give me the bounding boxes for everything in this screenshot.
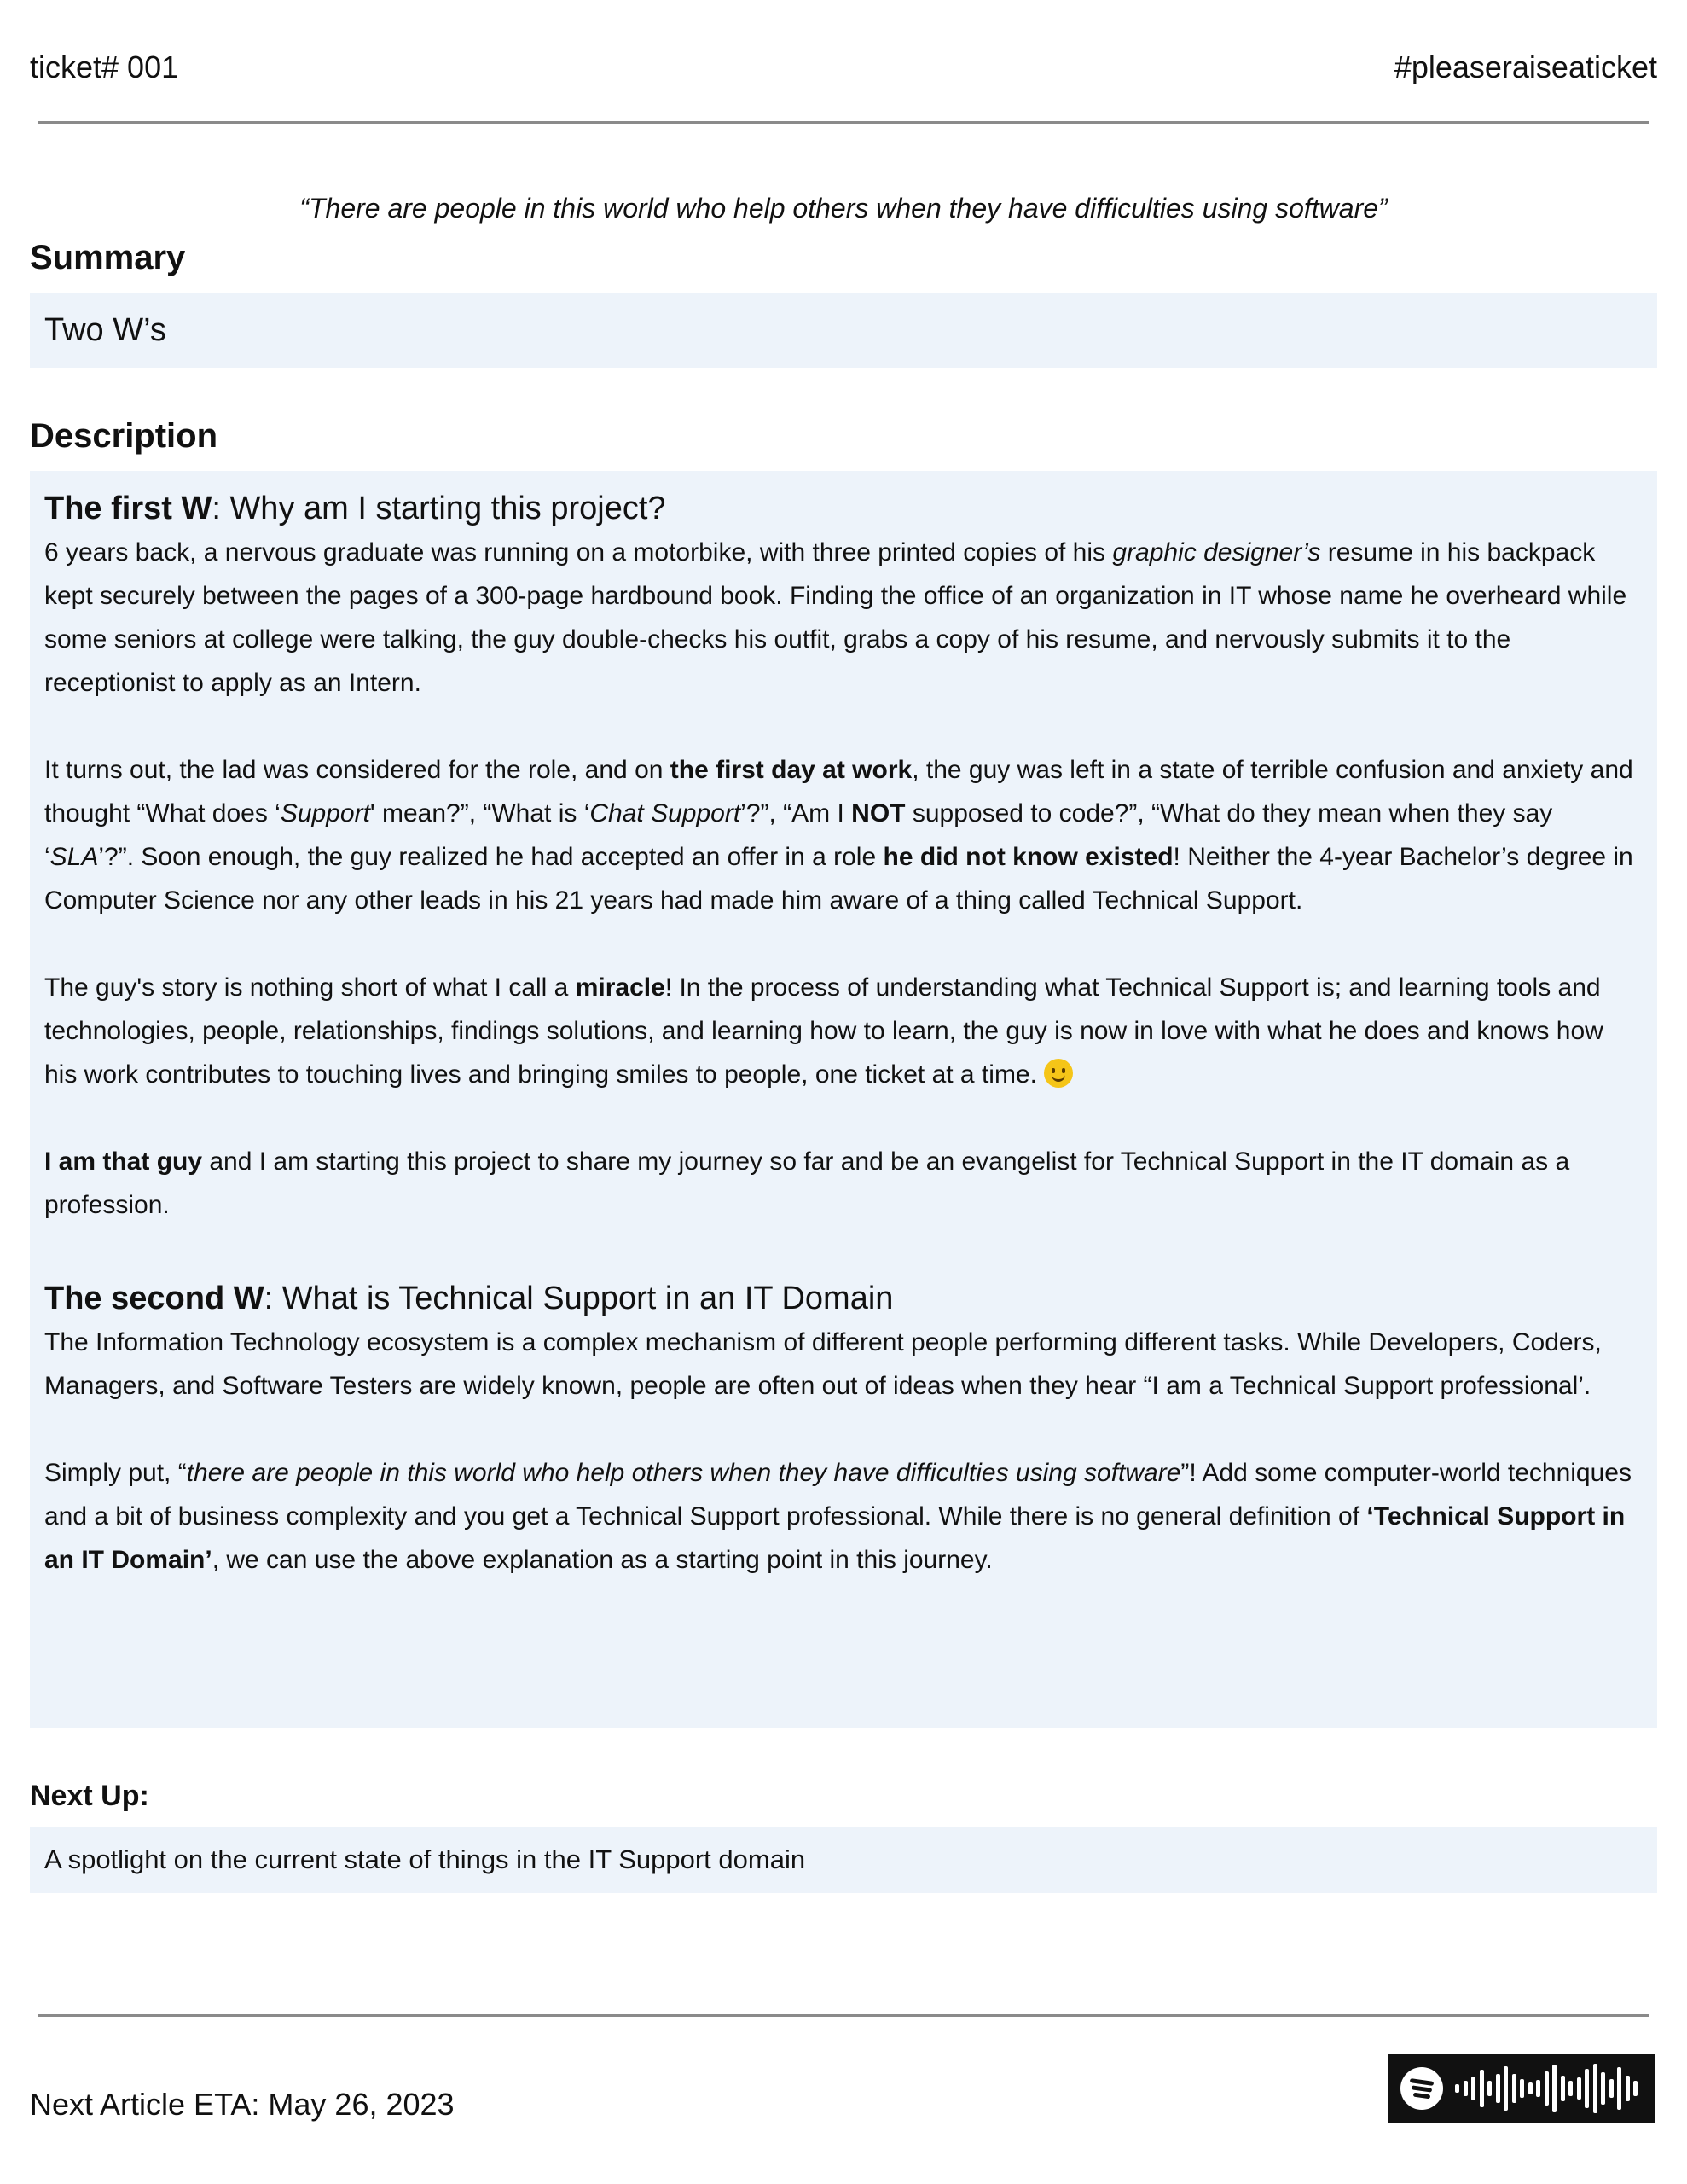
spotify-code-bar	[1561, 2076, 1565, 2101]
header-divider	[38, 121, 1649, 124]
hashtag: #pleaseraiseaticket	[1394, 49, 1657, 84]
spotify-code-bar	[1552, 2065, 1557, 2112]
spotify-code-bar	[1617, 2067, 1621, 2110]
ticket-number: ticket# 001	[30, 49, 179, 84]
summary-heading: Summary	[30, 239, 186, 276]
next-article-eta: Next Article ETA: May 26, 2023	[30, 2087, 455, 2122]
spotify-code-bar	[1455, 2084, 1459, 2093]
spotify-code-bar	[1480, 2070, 1484, 2107]
spotify-code-bar	[1568, 2081, 1573, 2096]
next-up-box	[30, 1827, 1657, 1893]
summary-box	[30, 293, 1657, 368]
description-box	[30, 471, 1657, 1728]
first-w-paragraph-1: 6 years back, a nervous graduate was running on a motorbike, with three printed copies of his graphic designer’s resume in his backpack kept securely between the pages of a 300-page hardbound book. Finding the office of an organization in IT whose name he overheard while some seniors at college were talking, the guy double-checks his outfit, grabs a copy of his resume, and nervously submits it to the receptionist to apply as an Intern.	[44, 538, 1627, 697]
spotify-code-bar	[1496, 2074, 1500, 2103]
smiley-face-icon	[1044, 1059, 1073, 1088]
footer-divider	[38, 2014, 1649, 2017]
first-w-paragraph-3: The guy's story is nothing short of what I call a miracle! In the process of understanding what Technical Support is; and learning tools and technologies, people, relationships, findings solutions, and learning how to learn, the guy is now in love with what he does and knows how his work contributes to touching lives and bringing smiles to people, one ticket at a time.	[44, 973, 1603, 1089]
spotify-code-bar	[1520, 2079, 1524, 2098]
first-w-paragraph-2: It turns out, the lad was considered for the role, and on the first day at work, the guy was left in a state of terrible confusion and anxiety and thought “What does ‘Support' mean?”, “What is ‘Chat Support’?”, “Am I NOT supposed to code?”, “What do they mean when they say ‘SLA’?”. Soon enough, the guy realized he had accepted an offer in a role he did not know existed! Neither the 4-year Bachelor’s degree in Computer Science nor any other leads in his 21 years had made him aware of a thing called Technical Support.	[44, 756, 1633, 915]
spotify-code-bar	[1633, 2081, 1638, 2096]
spotify-logo-icon	[1400, 2067, 1443, 2110]
spotify-code-bar	[1464, 2081, 1468, 2096]
spotify-code-bar	[1512, 2074, 1516, 2103]
first-w-heading: The first W: Why am I starting this project?	[44, 491, 666, 526]
description-heading: Description	[30, 417, 218, 455]
spotify-code-bar	[1545, 2071, 1549, 2106]
spotify-code-bar	[1528, 2082, 1533, 2094]
spotify-code-icon	[1388, 2054, 1655, 2123]
spotify-code-bar	[1487, 2081, 1492, 2096]
second-w-paragraph-2: Simply put, “there are people in this world who help others when they have difficulties using software”! Add some computer-world techniques and a bit of business complexity and you get a Technical Support professional. While there is no general definition of ‘Technical Support in an IT Domain’, we can use the above explanation as a starting point in this journey.	[44, 1459, 1632, 1574]
page-quote: “There are people in this world who help others when they have difficulties using software”	[299, 193, 1388, 224]
spotify-code-bar	[1585, 2069, 1589, 2108]
second-w-heading: The second W: What is Technical Support in an IT Domain	[44, 1281, 894, 1316]
spotify-code-bar	[1504, 2066, 1508, 2111]
spotify-code-bar	[1601, 2072, 1605, 2105]
first-w-paragraph-4: I am that guy and I am starting this project to share my journey so far and be an evangelist for Technical Support in the IT domain as a profession.	[44, 1147, 1570, 1219]
spotify-code-bar	[1536, 2080, 1540, 2097]
spotify-code-bar	[1626, 2076, 1630, 2101]
next-up-text: A spotlight on the current state of things in the IT Support domain	[44, 1844, 806, 1874]
summary-text: Two W’s	[44, 312, 166, 348]
spotify-code-bar	[1471, 2077, 1475, 2100]
spotify-code-bar	[1609, 2079, 1614, 2098]
spotify-code-bar	[1577, 2077, 1581, 2100]
spotify-code-bar	[1593, 2064, 1597, 2113]
next-up-heading: Next Up:	[30, 1780, 149, 1812]
second-w-paragraph-1: The Information Technology ecosystem is a complex mechanism of different people performing different tasks. While Developers, Coders, Managers, and Software Testers are widely known, people are often out of ideas when they hear “I am a Technical Support professional’.	[44, 1328, 1602, 1400]
